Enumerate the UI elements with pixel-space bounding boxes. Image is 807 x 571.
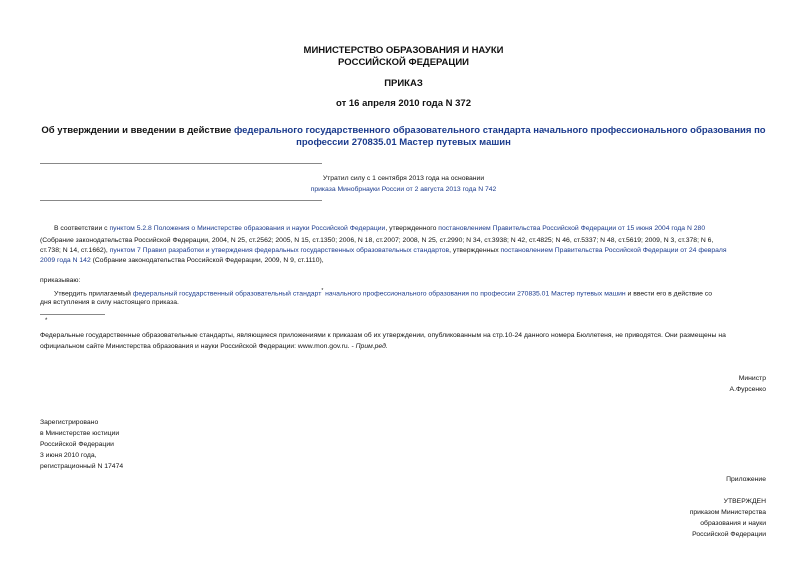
registration-line5: регистрационный N 17474 [40, 463, 124, 470]
standard-link-cont[interactable]: начального профессионального образования по профессии 270835.01 Мастер путевых машин [323, 290, 626, 298]
document-date: от 16 апреля 2010 года N 372 [336, 98, 471, 109]
title-standard-link-cont[interactable]: профессии 270835.01 Мастер путевых машин [296, 137, 511, 148]
footnote-divider [40, 314, 105, 315]
document-title-line1 [0, 125, 807, 137]
preamble-line4 [40, 255, 768, 267]
preamble-text: (Собрание законодательства Российской Федерации, 2009, N 9, ст.1110), [90, 257, 324, 264]
regulation-link[interactable]: пунктом 5.2.8 Положения о Министерстве образования и науки Российской Федерации [109, 225, 386, 232]
standard-link[interactable]: федеральный государственный образовательный стандарт [132, 290, 322, 298]
registration-line2: в Министерстве юстиции [40, 430, 120, 437]
rules-link[interactable]: пунктом 7 Правил разработки и утверждения федеральных государственных образовательных стандартов [109, 247, 450, 254]
approved-label: УТВЕРЖДЕН [723, 498, 766, 505]
approve-text: Утвердить прилагаемый [54, 290, 133, 298]
document-title-line2 [0, 137, 807, 149]
footnote-text: официальном сайте Министерства образования и науки Российской Федерации: www.mon.gov.ru. - [40, 343, 356, 350]
signer-name: А.Фурсенко [729, 386, 766, 393]
registration-line4: 3 июня 2010 года, [40, 452, 97, 459]
divider-bottom [40, 200, 322, 201]
approve-text: и ввести его в действие со [625, 290, 713, 298]
order-word: приказываю: [40, 277, 81, 284]
expiry-order-link[interactable]: приказа Минобрнауки России от 2 августа 2013 года N 742 [310, 186, 497, 193]
preamble-text: , утвержденных [449, 247, 501, 254]
document-type: ПРИКАЗ [384, 78, 423, 89]
appendix-label: Приложение [726, 476, 766, 483]
appendix-line1: приказом Министерства [689, 509, 766, 516]
footnote-line1: Федеральные государственные образовательные стандарты, являющиеся приложениями к приказам об их утверждении, опубликованным на стр.10-24 данного номера Бюллетеня, не приводятся. Они размещены на [40, 332, 726, 339]
preamble-text: В соответствии с [54, 225, 110, 232]
appendix-line2: образования и науки [700, 520, 766, 527]
registration-line1: Зарегистрировано [40, 419, 99, 426]
footnote-line2 [40, 341, 388, 353]
approve-line2: дня вступления в силу настоящего приказа. [40, 299, 179, 306]
editor-note: Прим.ред. [355, 343, 388, 350]
title-standard-link[interactable]: федерального государственного образовательного стандарта начального профессионального образования по [233, 125, 766, 136]
government-decree-142-link[interactable]: постановлением Правительства Российской Федерации от 24 февраля [500, 247, 727, 254]
government-decree-280-link[interactable]: постановлением Правительства Российской Федерации от 15 июня 2004 года N 280 [438, 225, 706, 232]
footnote-marker: * [321, 288, 324, 294]
preamble-text: , утвержденного [385, 225, 439, 232]
government-decree-142-link-cont[interactable]: 2009 года N 142 [40, 257, 91, 264]
preamble-text: ст.738; N 14, ст.1662), [40, 247, 110, 254]
footnote-star: * [45, 318, 48, 324]
preamble-line1 [40, 223, 768, 235]
title-prefix: Об утверждении и введении в действие [41, 125, 234, 136]
expiry-note: Утратил силу с 1 сентября 2013 года на основании [322, 175, 485, 182]
signer-position: Министр [738, 375, 766, 382]
ministry-name-line2: РОССИЙСКОЙ ФЕДЕРАЦИИ [337, 57, 469, 68]
preamble-line2: (Собрание законодательства Российской Федерации, 2004, N 25, ст.2562; 2005, N 15, ст.1350; 2006, N 18, ст.2007; 2008, N 25, ст.2990; N 34, ст.3938; N 42, ст.4825; N 46, ст.5337; N 48, ст.5619; 2009, N 3, ст.378; N 6, [40, 237, 714, 244]
registration-line3: Российской Федерации [40, 441, 114, 448]
appendix-line3: Российской Федерации [692, 531, 766, 538]
divider-top [40, 163, 322, 164]
ministry-name-line1: МИНИСТЕРСТВО ОБРАЗОВАНИЯ И НАУКИ [303, 45, 504, 56]
